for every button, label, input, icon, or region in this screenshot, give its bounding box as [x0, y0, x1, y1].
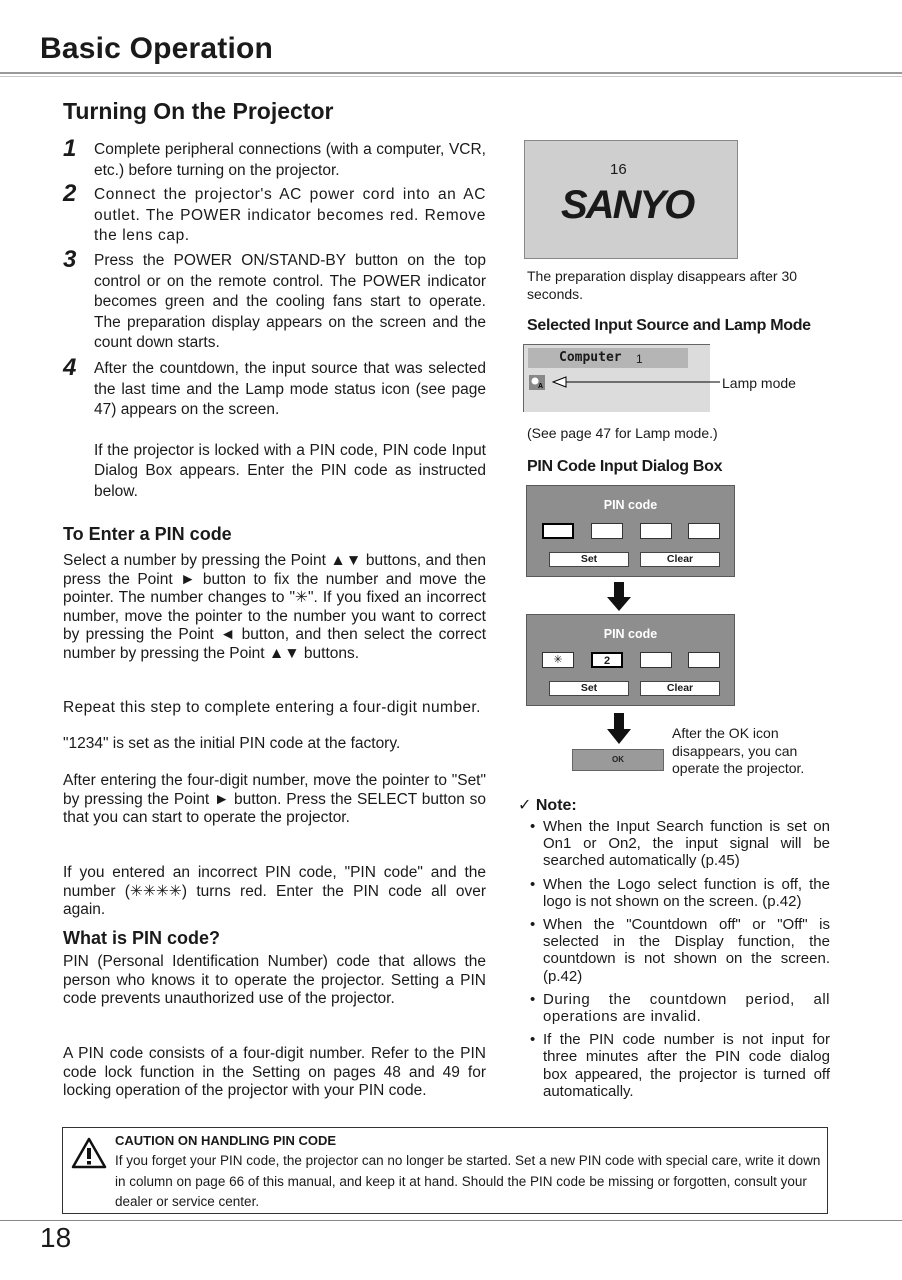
pin-digit-3[interactable]: [640, 652, 672, 668]
step-text: Connect the projector's AC power cord into an AC outlet. The POWER indicator becomes red. Remove the lens cap.: [94, 186, 486, 244]
page-number: 18: [40, 1222, 72, 1253]
pin-digit-2[interactable]: 2: [591, 652, 623, 668]
preparation-display: [524, 140, 738, 259]
countdown-number: 16: [610, 161, 627, 178]
chapter-title: Basic Operation: [40, 32, 274, 65]
what-is-pin-p2: A PIN code consists of a four-digit number. Refer to the PIN code lock function in the Setting on pages 48 and 49 for locking operation of the projector with your PIN code.: [63, 1045, 486, 1099]
pin-digit-1[interactable]: [542, 523, 574, 539]
down-arrow-icon: [606, 582, 632, 612]
note-list: [528, 818, 830, 1106]
pin-dialog-title: PIN code: [603, 498, 658, 512]
step-number: 2: [63, 180, 77, 207]
pin-digit-2[interactable]: [591, 523, 623, 539]
ok-icon: [572, 749, 664, 771]
pin-dialog-heading: PIN Code Input Dialog Box: [527, 458, 723, 475]
section-title: Turning On the Projector: [63, 98, 334, 124]
note-heading: [518, 795, 577, 815]
enter-pin-p1: Select a number by pressing the Point ▲▼ buttons, and then press the Point ► button to fix the number and move the pointer. The number changes to "✳". If you fixed an incorrect number, move the pointer to the number you want to correct by pressing the Point ◄ button, and then select the correct number by pressing the Point ▲▼ buttons.: [63, 552, 486, 662]
note-item: • When the "Countdown off" or "Off" is selected in the Display function, the countdown is not shown on the screen. (p.42): [530, 916, 830, 985]
checkmark-icon: ✓: [518, 797, 532, 814]
pin-dialog-empty: [526, 485, 735, 577]
enter-pin-p2: Repeat this step to complete entering a four-digit number.: [63, 699, 481, 716]
step-number: 4: [63, 354, 77, 381]
step-3: [63, 246, 486, 354]
down-arrow-icon: [606, 713, 632, 745]
ok-caption: After the OK icon disappears, you can operate the projector.: [672, 725, 805, 776]
caution-title: CAUTION ON HANDLING PIN CODE: [115, 1133, 336, 1148]
step-number: 1: [63, 135, 77, 162]
note-item: • If the PIN code number is not input for three minutes after the PIN code dialog box appeared, the projector is turned off automatically.: [530, 1031, 830, 1100]
pin-digit-3[interactable]: [640, 523, 672, 539]
pin-digit-4[interactable]: [688, 652, 720, 668]
footer-rule: [0, 1220, 902, 1221]
pin-set-button[interactable]: Set: [549, 681, 629, 696]
step-text: Complete peripheral connections (with a computer, VCR, etc.) before turning on the projector.: [94, 141, 486, 179]
lamp-mode-arrow-icon: [552, 374, 722, 390]
step-text: After the countdown, the input source that was selected the last time and the Lamp mode status icon (see page 47) appears on the screen.: [94, 360, 486, 418]
lamp-mode-icon: [529, 375, 545, 390]
pin-dialog-title: PIN code: [603, 627, 658, 641]
header-rule: [0, 72, 902, 74]
input-source-bar: [528, 348, 688, 368]
enter-pin-heading: To Enter a PIN code: [63, 524, 232, 544]
prep-caption: The preparation display disappears after 30 seconds.: [527, 268, 798, 302]
sanyo-logo: SANYO: [561, 183, 694, 227]
lamp-mode-label: Lamp mode: [722, 375, 796, 391]
pin-clear-button[interactable]: Clear: [640, 681, 720, 696]
step-2: [63, 180, 486, 247]
what-is-pin-p1: PIN (Personal Identification Number) code that allows the person who knows it to operate the projector. Setting a PIN code prevents unauthorized use of the projector.: [63, 953, 486, 1007]
enter-pin-p5: If you entered an incorrect PIN code, "PIN code" and the number (✳✳✳✳) turns red. Enter the PIN code all over again.: [63, 864, 486, 918]
input-source-number: 1: [636, 352, 643, 366]
step-extra-text: If the projector is locked with a PIN code, PIN code Input Dialog Box appears. Enter the PIN code as instructed below.: [94, 441, 486, 500]
pin-clear-button[interactable]: Clear: [640, 552, 720, 567]
note-item: • During the countdown period, all operations are invalid.: [530, 990, 830, 1026]
header-rule-thin: [0, 76, 902, 77]
note-title: Note:: [535, 797, 577, 814]
pin-dialog-entering: [526, 614, 735, 706]
step-1: [63, 135, 486, 181]
pin-set-button[interactable]: Set: [549, 552, 629, 567]
enter-pin-p3: "1234" is set as the initial PIN code at the factory.: [63, 735, 401, 752]
caution-text: If you forget your PIN code, the projector can no longer be started. Set a new PIN code with special care, write it down in column on page 66 of this manual, and keep it at hand. Should the PIN code be missing or forgotten, consult your dealer or service center.: [115, 1153, 821, 1209]
pin-digit-4[interactable]: [688, 523, 720, 539]
what-is-pin-heading: What is PIN code?: [63, 928, 221, 948]
note-item: • When the Logo select function is off, the logo is not shown on the screen. (p.42): [530, 875, 830, 910]
warning-icon: [71, 1137, 107, 1169]
note-item: • When the Input Search function is set on On1 or On2, the input signal will be searched automatically (p.45): [530, 818, 830, 870]
ok-label: OK: [612, 755, 624, 764]
input-source-caption: (See page 47 for Lamp mode.): [527, 425, 718, 441]
input-source-heading: Selected Input Source and Lamp Mode: [527, 317, 811, 334]
step-text: Press the POWER ON/STAND-BY button on the top control or on the remote control. The POWER indicator becomes green and the cooling fans start to operate. The preparation display appears on the screen and the count down starts.: [94, 252, 486, 351]
step-number: 3: [63, 246, 77, 273]
enter-pin-p4: After entering the four-digit number, move the pointer to "Set" by pressing the Point ► button. Press the SELECT button so that you can start to operate the projector.: [63, 772, 486, 826]
svg-text:A: A: [538, 383, 544, 390]
caution-box: [62, 1127, 828, 1214]
input-source-label: Computer: [559, 350, 622, 365]
step-4: [63, 354, 486, 502]
pin-digit-1[interactable]: ✳: [542, 652, 574, 668]
